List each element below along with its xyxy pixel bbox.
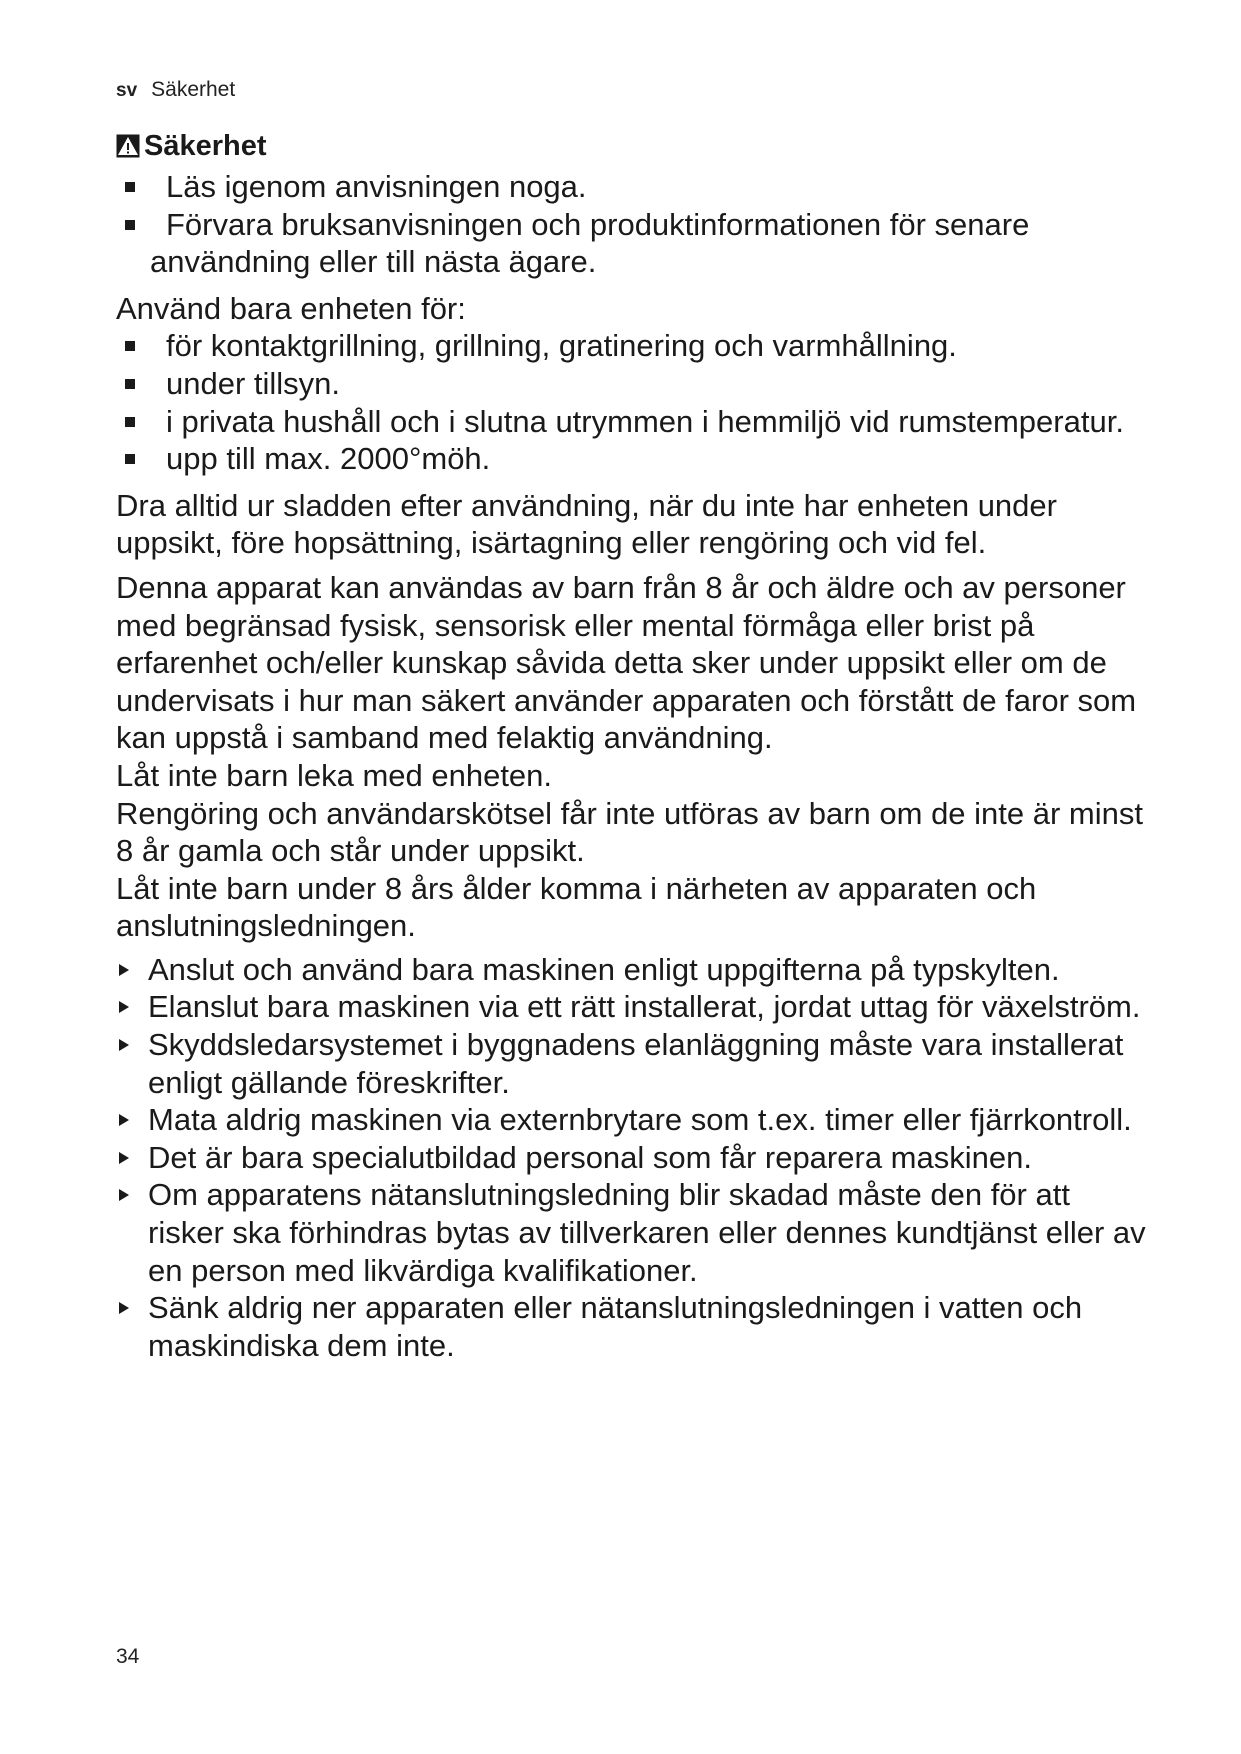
triangle-bullet-icon xyxy=(119,1114,129,1126)
triangle-bullet-icon xyxy=(119,964,129,976)
triangle-bullet-icon xyxy=(119,1152,129,1164)
use-only-heading: Använd bara enheten för: xyxy=(116,290,466,326)
page-number: 34 xyxy=(116,1645,140,1668)
page-content xyxy=(116,128,1146,1364)
square-bullet-icon xyxy=(125,417,135,427)
paragraph-keep-away: Låt inte barn under 8 års ålder komma i närheten av apparaten och anslutningsledningen. xyxy=(116,870,1037,944)
section-title: Säkerhet xyxy=(144,130,267,162)
list-item: Förvara bruksanvisningen och produktinformationen för senare användning eller till nästa ägare. xyxy=(116,206,1146,281)
paragraph-unplug: Dra alltid ur sladden efter användning, när du inte har enheten under uppsikt, före hopsättning, isärtagning eller rengöring och vid fel. xyxy=(116,487,1057,561)
instruction-item: Sänk aldrig ner apparaten eller nätanslutningsledningen i vatten och maskindiska dem inte. xyxy=(116,1289,1146,1364)
square-bullet-icon xyxy=(125,220,135,230)
instruction-item: Om apparatens nätanslutningsledning blir skadad måste den för att risker ska förhindras bytas av tillverkaren eller dennes kundtjänst eller av en person med likvärdiga kvalifikationer. xyxy=(116,1176,1146,1289)
instruction-item: Det är bara specialutbildad personal som får reparera maskinen. xyxy=(116,1139,1146,1177)
square-bullet-icon xyxy=(125,454,135,464)
square-bullet-icon xyxy=(125,379,135,389)
list-item: i privata hushåll och i slutna utrymmen i hemmiljö vid rumstemperatur. xyxy=(116,403,1146,441)
instruction-list xyxy=(116,951,1146,1365)
running-header-section: Säkerhet xyxy=(151,78,236,101)
triangle-bullet-icon xyxy=(119,1039,129,1051)
triangle-bullet-icon xyxy=(119,1302,129,1314)
triangle-bullet-icon xyxy=(119,1001,129,1013)
instruction-item: Anslut och använd bara maskinen enligt uppgifterna på typskylten. xyxy=(116,951,1146,989)
language-code: sv xyxy=(116,80,138,101)
square-bullet-icon xyxy=(125,182,135,192)
section-heading xyxy=(116,128,1146,164)
use-list xyxy=(116,327,1146,477)
instruction-item: Elanslut bara maskinen via ett rätt installerat, jordat uttag för växelström. xyxy=(116,988,1146,1026)
list-item: för kontaktgrillning, grillning, gratinering och varmhållning. xyxy=(116,327,1146,365)
paragraph-children-usage: Denna apparat kan användas av barn från 8 år och äldre och av personer med begränsad fysisk, sensorisk eller mental förmåga eller brist på erfarenhet och/eller kunskap såvida detta sker under uppsikt eller om de undervisats i hur man säkert använder apparaten och förstått de faror som kan uppstå i samband med felaktig användning. xyxy=(116,569,1137,756)
instruction-item: Mata aldrig maskinen via externbrytare som t.ex. timer eller fjärrkontroll. xyxy=(116,1101,1146,1139)
square-bullet-icon xyxy=(125,341,135,351)
warning-triangle-icon xyxy=(116,134,140,158)
list-item: under tillsyn. xyxy=(116,365,1146,403)
instruction-item: Skyddsledarsystemet i byggnadens elanläggning måste vara installerat enligt gällande föreskrifter. xyxy=(116,1026,1146,1101)
triangle-bullet-icon xyxy=(119,1189,129,1201)
list-item: Läs igenom anvisningen noga. xyxy=(116,168,1146,206)
running-header xyxy=(116,78,235,103)
list-item: upp till max. 2000°möh. xyxy=(116,440,1146,478)
paragraph-no-play: Låt inte barn leka med enheten. xyxy=(116,757,553,793)
paragraph-cleaning: Rengöring och användarskötsel får inte utföras av barn om de inte är minst 8 år gamla och står under uppsikt. xyxy=(116,795,1143,869)
intro-list xyxy=(116,168,1146,281)
